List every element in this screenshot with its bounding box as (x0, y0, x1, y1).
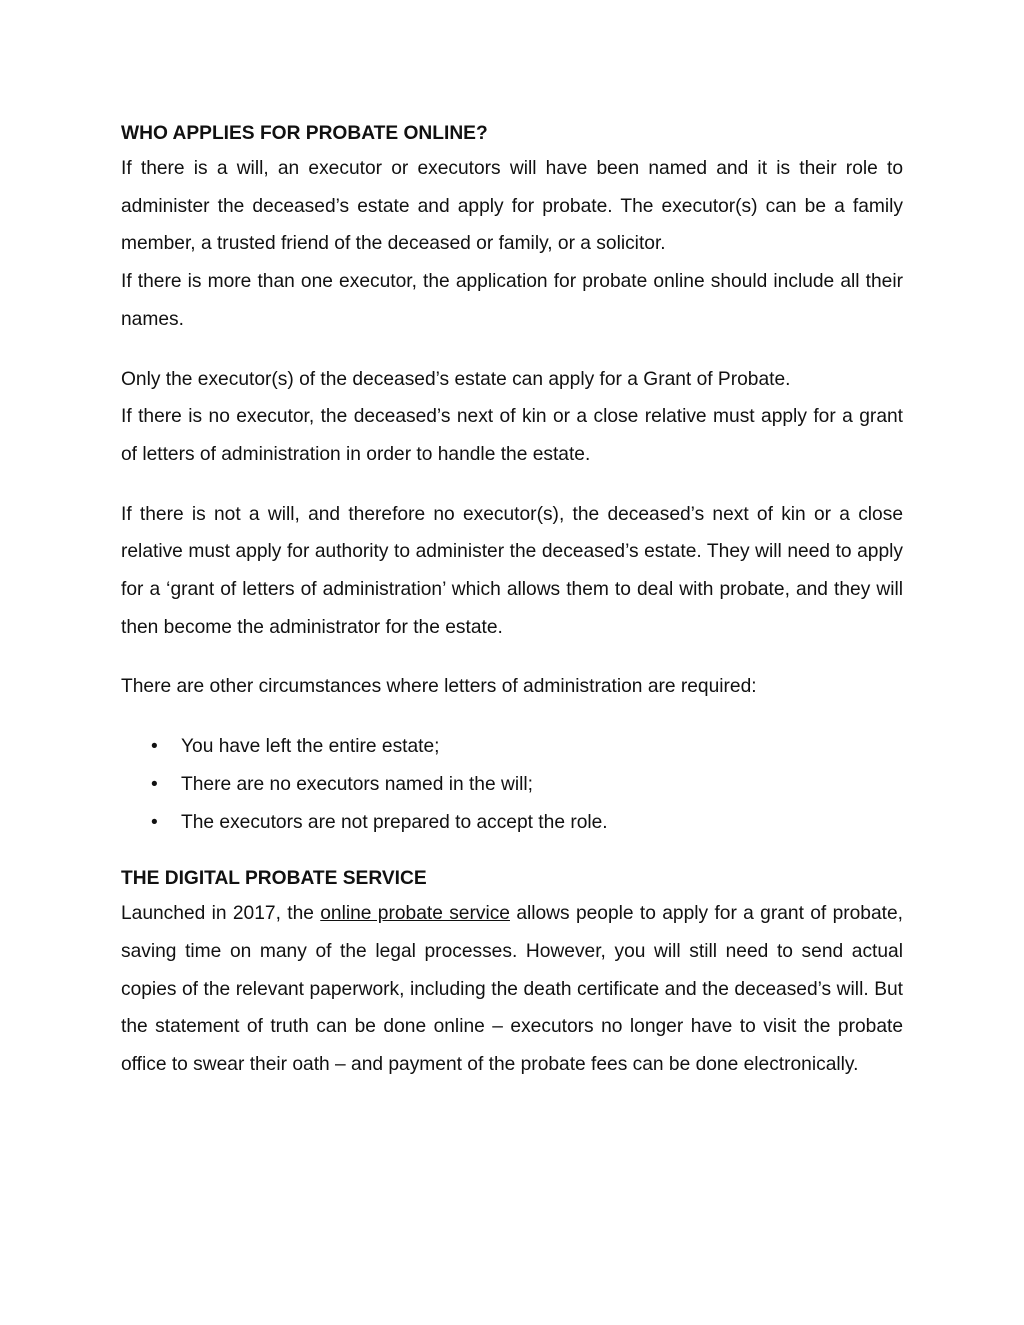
list-item (121, 804, 903, 842)
bullet-icon: • (151, 773, 158, 795)
list-item-text: The executors are not prepared to accept the role. (181, 811, 608, 833)
paragraph-only-executors (121, 361, 903, 399)
document-page (121, 118, 903, 1084)
paragraph-other-circumstances-text: There are other circumstances where letters of administration are required: (121, 676, 757, 698)
list-item-text: There are no executors named in the will; (181, 773, 533, 795)
section-heading-who-applies: WHO APPLIES FOR PROBATE ONLINE? (121, 123, 488, 144)
paragraph-no-executor (121, 398, 903, 473)
paragraph-only-executors-text: Only the executor(s) of the deceased’s estate can apply for a Grant of Probate. (121, 368, 791, 390)
list-item (121, 728, 903, 766)
paragraph-multiple-executors (121, 263, 903, 338)
paragraph-no-will (121, 496, 903, 647)
section-heading-digital-service: THE DIGITAL PROBATE SERVICE (121, 868, 427, 890)
paragraph-no-will-text: If there is not a will, and therefore no executor(s), the deceased’s next of kin or a close relative must apply for authority to administer the deceased’s estate. They will need to apply for a ‘grant of letters of administration’ which allows them to deal with probate, and they will then become the administrator for the estate. (121, 503, 903, 638)
bullet-icon: • (151, 811, 158, 833)
circumstances-list (121, 728, 903, 841)
paragraph-digital-service (121, 895, 903, 1084)
paragraph-other-circumstances (121, 668, 903, 706)
bullet-icon: • (151, 736, 158, 758)
paragraph-digital-service-body: allows people to apply for a grant of probate, saving time on many of the legal processes. However, you will still need to send actual copies of the relevant paperwork, including the death certificate and the deceased’s will. But the statement of truth can be done online – executors no longer have to visit the probate office to swear their oath – and payment of the probate fees can be done electronically. (121, 903, 903, 1076)
online-probate-service-link[interactable]: online probate service (320, 903, 510, 925)
list-item-text: You have left the entire estate; (181, 736, 440, 758)
paragraph-multiple-executors-text: If there is more than one executor, the application for probate online should include all their names. (121, 271, 903, 330)
paragraph-digital-service-intro: Launched in 2017, the (121, 903, 321, 925)
paragraph-no-executor-text: If there is no executor, the deceased’s next of kin or a close relative must apply for a grant of letters of administration in order to handle the estate. (121, 406, 903, 465)
paragraph-executor-role-text: If there is a will, an executor or executors will have been named and it is their role to administer the deceased’s estate and apply for probate. The executor(s) can be a family member, a trusted friend of the deceased or family, or a solicitor. (121, 158, 903, 255)
list-item (121, 766, 903, 804)
paragraph-executor-role (121, 150, 903, 263)
